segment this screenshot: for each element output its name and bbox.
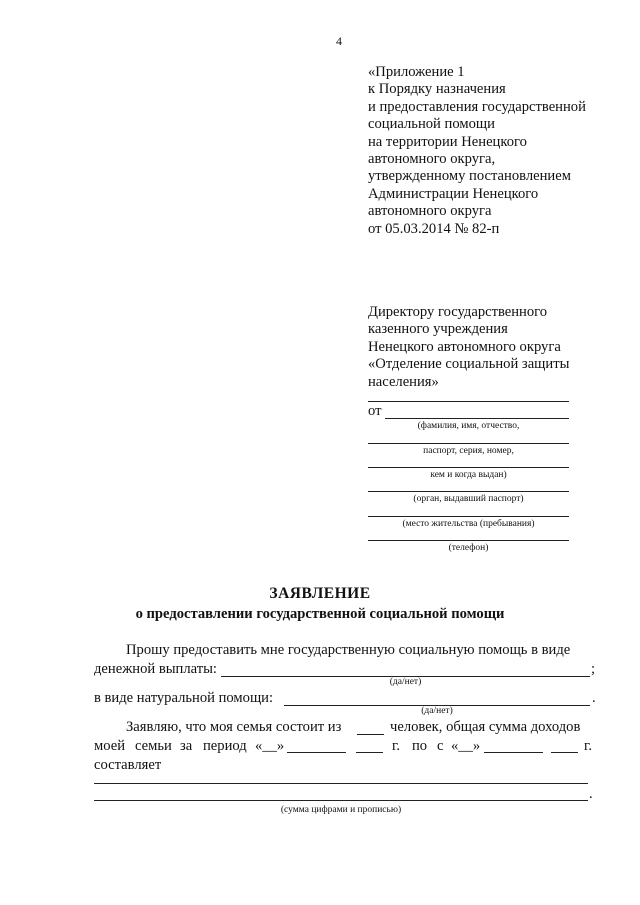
appendix-line: утвержденному постановлением: [368, 168, 571, 185]
issued-caption: кем и когда выдан): [430, 470, 507, 480]
addressee-line: казенного учреждения: [368, 321, 508, 338]
addressee-line: «Отделение социальной защиты: [368, 356, 570, 373]
period-word: с: [437, 738, 444, 754]
constitutes-label: составляет: [94, 757, 162, 773]
residence-caption: (место жительства (пребывания): [402, 519, 535, 529]
appendix-line: автономного округа: [368, 203, 492, 220]
period-to-year-field[interactable]: [551, 752, 578, 753]
period-word: по: [412, 738, 428, 754]
passport-caption: паспорт, серия, номер,: [423, 446, 514, 456]
appendix-line: от 05.03.2014 № 82-п: [368, 220, 500, 237]
income-end-period: .: [589, 786, 593, 802]
inkind-yes-no-caption: (да/нет): [421, 706, 453, 716]
phone-caption: (телефон): [448, 543, 489, 553]
residence-field[interactable]: [368, 516, 569, 517]
period-from-month-field[interactable]: [287, 752, 346, 753]
cash-yes-no-caption: (да/нет): [389, 677, 422, 687]
document-subtitle: о предоставлении государственной социальной помощи: [135, 606, 505, 622]
document-title: ЗАЯВЛЕНИЕ: [269, 585, 371, 602]
appendix-line: автономного округа,: [368, 151, 496, 168]
period-word: семьи: [135, 738, 172, 754]
family-size-field[interactable]: [357, 734, 384, 735]
appendix-line: и предоставления государственной: [368, 98, 586, 115]
period-word: моей: [94, 738, 125, 754]
appendix-line: к Порядку назначения: [368, 81, 506, 98]
addressee-block: [368, 304, 569, 391]
income-sum-field-1[interactable]: [94, 783, 588, 784]
inkind-period: .: [592, 690, 596, 706]
period-from-day[interactable]: «__»: [255, 738, 285, 754]
request-text: Прошу предоставить мне государственную социальную помощь в виде: [126, 642, 571, 658]
cash-label: денежной выплаты:: [94, 661, 217, 677]
from-label: от: [368, 403, 382, 419]
addressee-blank-line[interactable]: [368, 401, 569, 402]
appendix-block: [368, 64, 586, 238]
appendix-line: социальной помощи: [368, 116, 495, 133]
appendix-line: «Приложение 1: [368, 64, 465, 80]
passport-field[interactable]: [368, 443, 569, 444]
income-sum-field-2[interactable]: [94, 800, 588, 801]
issued-field[interactable]: [368, 467, 569, 468]
appendix-line: на территории Ненецкого: [368, 133, 527, 150]
period-to-month-field[interactable]: [484, 752, 543, 753]
declare-text-part2: человек, общая сумма доходов: [390, 719, 581, 735]
period-to-day[interactable]: «__»: [451, 738, 481, 754]
addressee-line: Директору государственного: [368, 304, 548, 320]
period-word: за: [180, 738, 193, 754]
cash-semicolon: ;: [591, 661, 596, 677]
period-word: период: [203, 738, 247, 754]
name-caption: (фамилия, имя, отчество,: [417, 421, 520, 431]
period-from-year-field[interactable]: [356, 752, 383, 753]
page-number: 4: [336, 34, 342, 48]
period-word: г.: [584, 738, 592, 754]
authority-field[interactable]: [368, 491, 569, 492]
phone-field[interactable]: [368, 540, 569, 541]
applicant-name-field[interactable]: [385, 418, 569, 419]
appendix-line: Администрации Ненецкого: [368, 185, 539, 202]
authority-caption: (орган, выдавший паспорт): [413, 494, 524, 504]
addressee-line: Ненецкого автономного округа: [368, 338, 561, 355]
sum-caption: (сумма цифрами и прописью): [280, 805, 402, 815]
period-word: г.: [392, 738, 400, 754]
declare-text-part1: Заявляю, что моя семья состоит из: [126, 719, 342, 735]
inkind-label: в виде натуральной помощи:: [94, 690, 274, 706]
addressee-line: населения»: [368, 373, 439, 390]
